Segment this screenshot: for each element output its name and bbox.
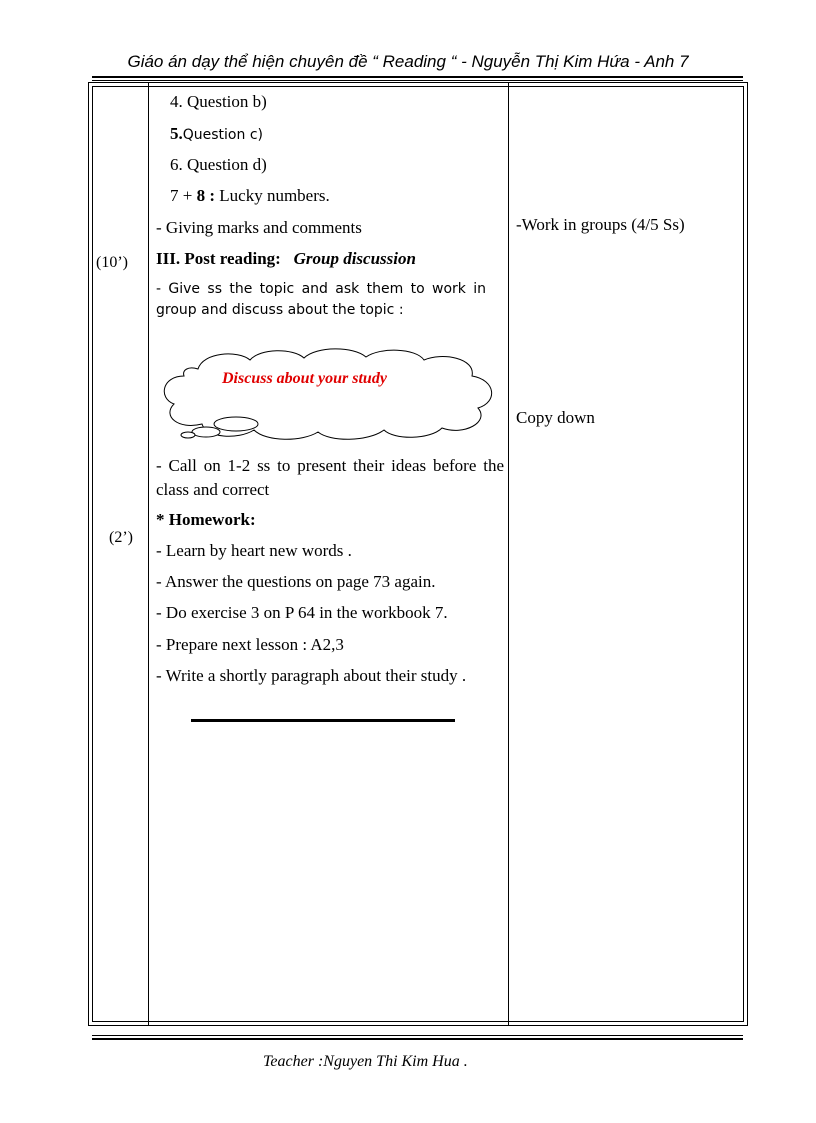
teacher-footer: Teacher :Nguyen Thi Kim Hua .	[263, 1053, 468, 1070]
footer-rule	[92, 1035, 743, 1036]
time-post-reading: (10’)	[96, 254, 128, 271]
work-in-groups: -Work in groups (4/5 Ss)	[516, 215, 685, 234]
homework-item-2: - Answer the questions on page 73 again.	[156, 572, 436, 591]
lucky-prefix: 7 +	[170, 186, 197, 205]
lucky-text: Lucky numbers.	[215, 186, 330, 205]
time-homework: (2’)	[109, 529, 133, 546]
page-header: Giáo án dạy thể hiện chuyên đề “ Reading “ - Nguyễn Thị Kim Hứa - Anh 7	[127, 52, 689, 71]
homework-title-text: * Homework:	[156, 510, 256, 529]
post-reading-heading	[156, 248, 504, 270]
question-4: 4. Question b)	[170, 92, 267, 111]
footer-rule-thick	[92, 1038, 743, 1040]
giving-marks: - Giving marks and comments	[156, 218, 362, 237]
column-divider-right	[508, 82, 509, 1026]
cloud-text: Discuss about your study	[222, 370, 387, 387]
copy-down: Copy down	[516, 408, 595, 427]
question-5	[170, 123, 518, 146]
post-reading-label: III. Post reading:	[156, 249, 281, 268]
question-6: 6. Question d)	[170, 155, 267, 174]
lucky-number: 8 :	[196, 186, 216, 205]
question-5-text: Question c)	[182, 127, 263, 143]
call-on-instruction: - Call on 1-2 ss to present their ideas before the class and correct	[156, 456, 504, 499]
lucky-numbers	[170, 185, 518, 207]
cloud-callout	[158, 344, 500, 444]
question-5-number: 5.	[170, 124, 183, 143]
group-discussion-label: Group discussion	[293, 249, 416, 268]
end-rule	[191, 719, 455, 722]
header-rule	[92, 76, 743, 78]
header-rule-thin	[92, 80, 743, 81]
homework-item-3: - Do exercise 3 on P 64 in the workbook 7.	[156, 603, 448, 622]
homework-item-4: - Prepare next lesson : A2,3	[156, 635, 344, 654]
column-divider-left	[148, 82, 149, 1026]
homework-title	[156, 509, 504, 531]
give-topic-instruction: - Give ss the topic and ask them to work in group and discuss about the topic :	[156, 281, 486, 318]
homework-item-1: - Learn by heart new words .	[156, 541, 352, 560]
homework-item-5: - Write a shortly paragraph about their study .	[156, 666, 467, 685]
